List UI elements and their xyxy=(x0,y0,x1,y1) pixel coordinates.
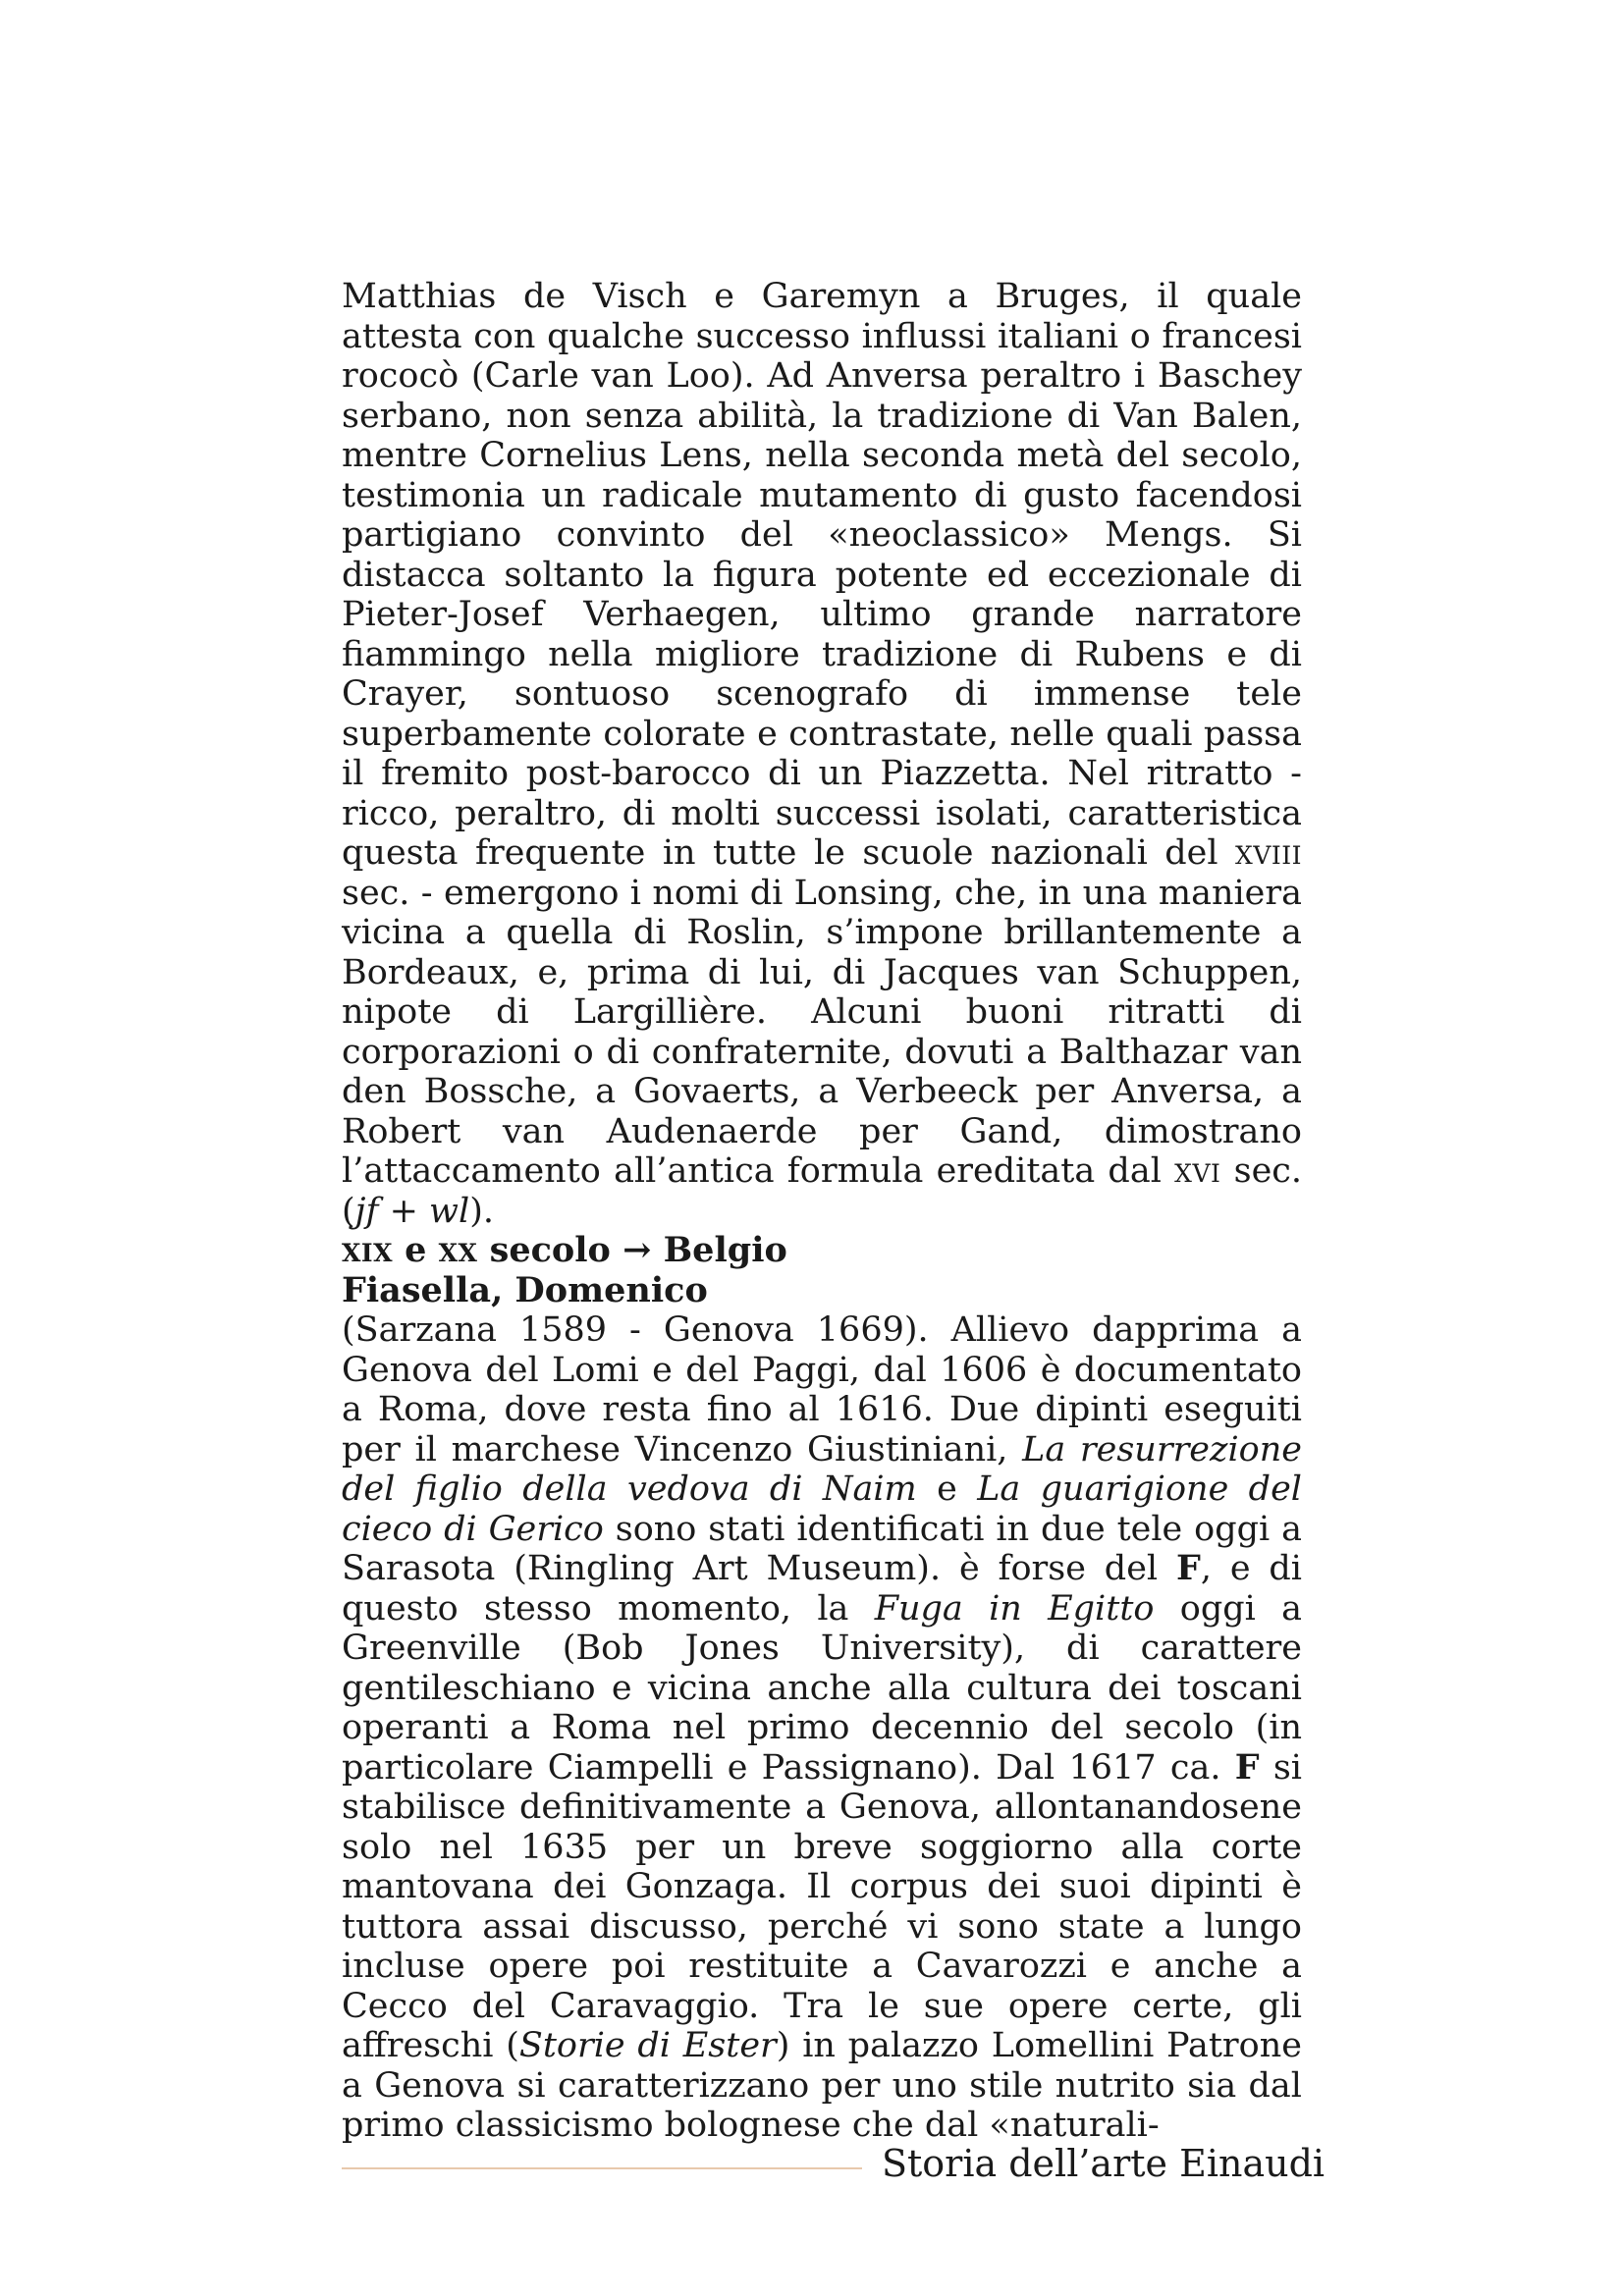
cross-reference xyxy=(342,1231,1302,1271)
century-numeral: xix xyxy=(342,1230,393,1270)
paragraph-text: si stabilisce definitivamente a Genova, allontanandosene solo nel 1635 per un breve soggiorno alla corte mantovana dei Gonzaga. Il corpus dei suoi dipinti è tuttora assai discusso, perché vi sono state a lungo incluse opere poi restituite a Cavarozzi e anche a Cecco del Caravaggio. Tra le sue opere certe, gli affreschi ( xyxy=(342,1747,1303,2065)
work-title: La resurrezione del figlio della vedova di Naim xyxy=(342,1429,1302,1509)
author-initials: jf + wl xyxy=(354,1191,470,1231)
entry-paragraph xyxy=(342,1310,1302,2146)
paragraph-text: e xyxy=(916,1469,978,1509)
paragraph-text: sec. ( xyxy=(342,1151,1303,1231)
work-title: La guarigione del cieco di Gerico xyxy=(342,1469,1302,1549)
entry-title: Fiasella, Domenico xyxy=(342,1269,708,1310)
cross-reference-text: secolo → Belgio xyxy=(477,1230,787,1270)
century-numeral: xviii xyxy=(1235,833,1302,873)
artist-initial: F xyxy=(1234,1746,1260,1788)
artist-initial: F xyxy=(1175,1548,1201,1588)
paragraph-text: sono stati identificati in due tele oggi a Sarasota (Ringling Art Museum). è forse del xyxy=(342,1509,1302,1588)
cross-reference-text: e xyxy=(393,1230,439,1270)
paragraph-text: , e di questo stesso momento, la xyxy=(342,1549,1302,1629)
paragraph-text: Matthias de Visch e Garemyn a Bruges, il quale attesta con qualche successo influssi italiani o francesi rococò (Carle van Loo). Ad Anversa peraltro i Baschey serbano, non senza abilità, la tradizione di Van Balen, mentre Cornelius Lens, nella seconda metà del secolo, testimonia un radicale mutamento di gusto facendosi partigiano convinto del «neoclassico» Mengs. Si distacca soltanto la figura potente ed eccezionale di Pieter-Josef Verhaegen, ultimo grande narratore fiammingo nella migliore tradizione di Rubens e di Crayer, sontuoso scenografo di immense tele superbamente colorate e contrastate, nelle quali passa il fremito post-barocco di un Piazzetta. Nel ritratto - ricco, peraltro, di molti successi isolati, caratteristica questa frequente in tutte le scuole nazionali del xyxy=(342,277,1302,873)
footer-publisher-label: Storia dell’arte Einaudi xyxy=(882,2142,1325,2185)
work-title: Fuga in Egitto xyxy=(874,1588,1155,1629)
century-numeral: xvi xyxy=(1174,1151,1221,1191)
paragraph-text: sec. - emergono i nomi di Lonsing, che, in una maniera vicina a quella di Roslin, s’impone brillantemente a Bordeaux, e, prima di lui, di Jacques van Schuppen, nipote di Largillière. Alcuni buoni ritratti di corporazioni o di confraternite, dovuti a Balthazar van den Bossche, a Govaerts, a Verbeeck per Anversa, a Robert van Audenaerde per Gand, dimostrano l’attaccamento all’antica formula ereditata dal xyxy=(342,873,1302,1191)
footer-divider xyxy=(342,2167,862,2169)
century-numeral: xx xyxy=(438,1230,478,1270)
paragraph-text: ). xyxy=(469,1191,494,1231)
paragraph-text: ) in palazzo Lomellini Patrone a Genova si caratterizzano per uno stile nutrito sia dal primo classicismo bolognese che dal «naturali- xyxy=(342,2026,1302,2145)
body-text xyxy=(342,277,1302,2146)
paragraph-text: (Sarzana 1589 - Genova 1669). Allievo dapprima a Genova del Lomi e del Paggi, dal 1606 è documentato a Roma, dove resta fino al 1616. Due dipinti eseguiti per il marchese Vincenzo Giustiniani, xyxy=(342,1310,1302,1469)
paragraph-text: oggi a Greenville (Bob Jones University), di carattere gentileschiano e vicina anche alla cultura dei toscani operanti a Roma nel primo decennio del secolo (in particolare Ciampelli e Passignano). Dal 1617 ca. xyxy=(342,1588,1302,1788)
continued-paragraph xyxy=(342,277,1302,1231)
work-title: Storie di Ester xyxy=(518,2026,777,2065)
